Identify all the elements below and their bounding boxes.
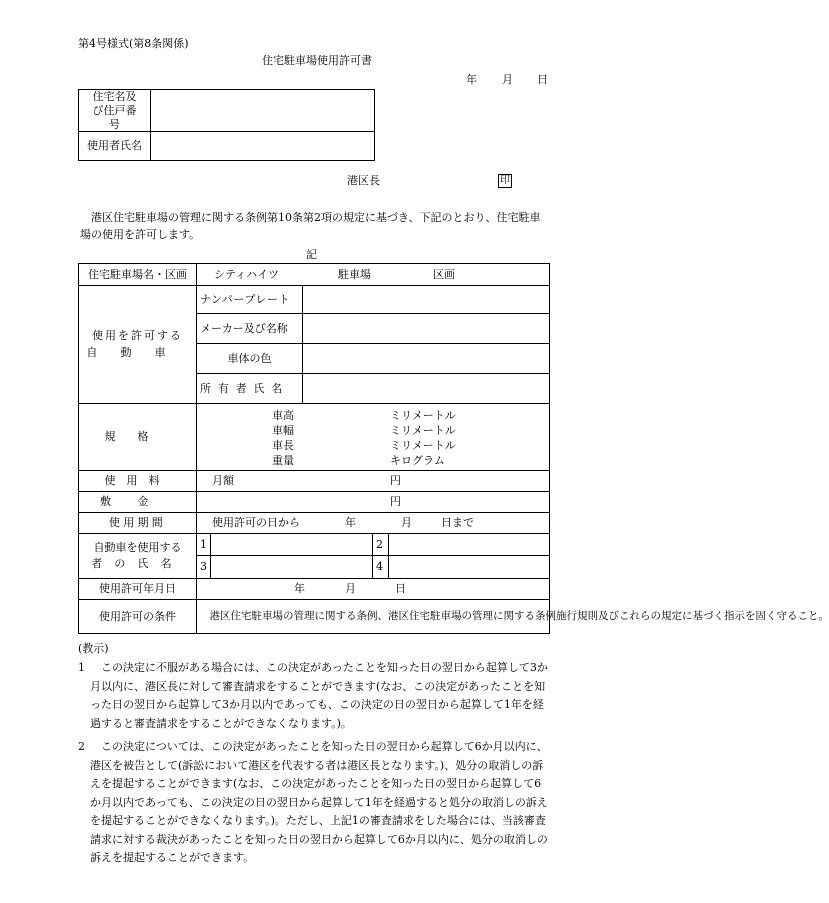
lot-label: 住宅駐車場名・区画 (79, 264, 197, 286)
user-number-4: 4 (373, 556, 389, 579)
deposit-label: 敷金 (79, 492, 197, 513)
spec-cell (197, 404, 550, 471)
permit-month: 月 (345, 582, 356, 595)
note-text-2: この決定については、この決定があったことを知った日の翌日から起算して6か月以内に、港区を被告として(訴訟において港区を代表する者は港区長となります。)、処分の取消しの訴えを提起することができます(なお、この決定があったことを知った日の翌日から起算して6か月以内であっても、この決定の日の翌日から起算して1年を経過すると処分の取消しの訴えを提起することができなくなります。)。ただし、上記1の審査請求をした場合には、当該審査請求に対する裁決があったことを知った日の翌日から起算して6か月以内に、処分の取消しの訴えを提起することができます。 (90, 740, 548, 864)
spec-unit-width: ミリメートル (390, 424, 456, 437)
lot-field[interactable] (197, 264, 550, 286)
users-label-cell (79, 534, 197, 579)
maker-label: メーカー及び名称 (197, 314, 303, 344)
applicant-table (78, 89, 375, 161)
owner-field[interactable] (303, 374, 550, 404)
vehicle-label-line2: 自動車 (86, 346, 189, 359)
vehicle-label-line1: 使用を許可する (92, 329, 183, 343)
note-text-1: この決定に不服がある場合には、この決定があったことを知った日の翌日から起算して3か月以内に、港区長に対して審査請求をすることができます(なお、この決定があったことを知った日の翌日から起算して3か月以内であっても、この決定の日の翌日から起算して1年を経過すると審査請求をすることができなくなります。)。 (90, 661, 548, 730)
deposit-field[interactable] (197, 492, 550, 513)
period-month: 月 (401, 516, 412, 529)
seal-stamp: 印 (500, 175, 510, 186)
conditions-label: 使用許可の条件 (79, 600, 197, 634)
spec-unit-weight: キログラム (390, 454, 445, 467)
owner-label: 所有者氏名 (197, 374, 303, 404)
users-label-line1: 自動車を使用する (93, 541, 182, 555)
issuer-label: 港区長 (347, 174, 380, 187)
permit-date-label: 使用許可年月日 (79, 579, 197, 600)
form-number: 第4号様式(第8条関係) (78, 37, 189, 50)
lot-section: 区画 (433, 268, 455, 281)
spec-items (272, 408, 294, 468)
spec-weight: 重量 (272, 454, 294, 467)
fee-yen: 円 (390, 474, 401, 487)
address-label-cell (79, 90, 151, 132)
user-number-1: 1 (197, 534, 211, 556)
spec-label: 規格 (79, 404, 197, 471)
maker-field[interactable] (303, 314, 550, 344)
user-number-3: 3 (197, 556, 211, 579)
user-field-4[interactable] (389, 556, 550, 579)
user-name-field[interactable] (151, 132, 375, 161)
period-from: 使用許可の日から (212, 516, 300, 529)
lot-name: シティハイツ (214, 268, 280, 281)
plate-label: ナンバープレート (197, 286, 303, 314)
address-label: 住宅名及び住戸番号 (92, 90, 137, 131)
note-number-2: 2 (78, 740, 85, 753)
deposit-yen: 円 (390, 495, 401, 508)
plate-field[interactable] (303, 286, 550, 314)
permit-table (78, 263, 829, 634)
note-item-2 (78, 738, 548, 868)
note-item-1 (78, 659, 548, 733)
spec-width: 車幅 (272, 424, 294, 437)
spec-unit-length: ミリメートル (390, 439, 456, 452)
users-label-line2: 者の氏名 (91, 557, 184, 570)
color-field[interactable] (303, 344, 550, 374)
spec-height: 車高 (272, 409, 294, 422)
user-field-2[interactable] (389, 534, 550, 556)
user-name-label: 使用者氏名 (79, 132, 151, 161)
user-number-2: 2 (373, 534, 389, 556)
issuer-seal (498, 173, 512, 188)
note-number-1: 1 (78, 661, 85, 674)
spec-units (390, 408, 456, 468)
permit-date-field[interactable] (197, 579, 550, 600)
color-label: 車体の色 (197, 344, 303, 374)
user-field-1[interactable] (211, 534, 373, 556)
ki-label: 記 (306, 248, 317, 261)
date-year-label: 年 (466, 73, 477, 86)
permit-year: 年 (294, 582, 305, 595)
spec-length: 車長 (272, 439, 294, 452)
date-month-label: 月 (502, 73, 513, 86)
vehicle-label-cell (79, 286, 197, 404)
form-title: 住宅駐車場使用許可書 (262, 54, 372, 67)
user-field-3[interactable] (211, 556, 373, 579)
permit-day: 日 (395, 582, 406, 595)
notes-heading: (教示) (78, 642, 109, 655)
lot-parking: 駐車場 (338, 268, 371, 281)
fee-field[interactable] (197, 471, 550, 492)
fee-monthly: 月額 (212, 474, 234, 487)
period-until: 日まで (441, 516, 474, 529)
period-field[interactable] (197, 513, 550, 534)
spec-unit-height: ミリメートル (390, 409, 456, 422)
body-paragraph: 港区住宅駐車場の管理に関する条例第10条第2項の規定に基づき、下記のとおり、住宅駐車場の使用を許可します。 (80, 211, 541, 241)
address-field[interactable] (151, 90, 375, 132)
conditions-text: 港区住宅駐車場の管理に関する条例、港区住宅駐車場の管理に関する条例施行規則及びこれらの規定に基づく指示を固く守ること。 (197, 600, 550, 634)
date-day-label: 日 (537, 73, 548, 86)
period-year: 年 (345, 516, 356, 529)
fee-label: 使用料 (79, 471, 197, 492)
period-label: 使用期間 (79, 513, 197, 534)
